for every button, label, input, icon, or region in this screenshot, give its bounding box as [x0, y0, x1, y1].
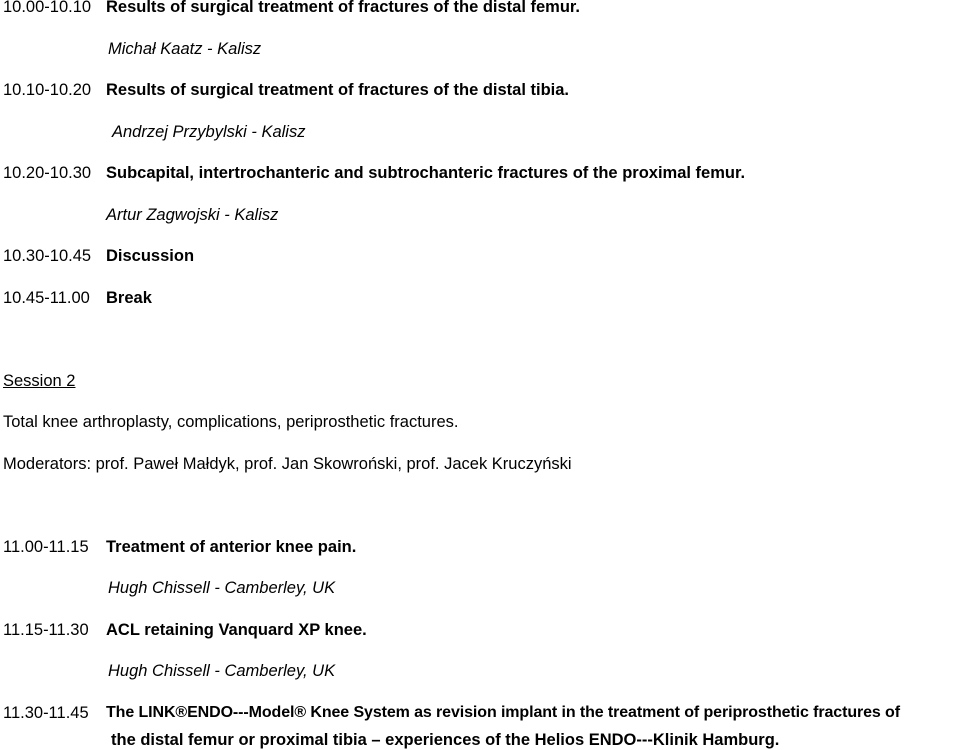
talk-title: Results of surgical treatment of fractures of the distal tibia. — [106, 81, 570, 99]
talk-title: Break — [106, 289, 152, 307]
session-moderators: Moderators: prof. Paweł Małdyk, prof. Jan Skowroński, prof. Jacek Kruczyński — [3, 455, 572, 473]
talk-title: Treatment of anterior knee pain. — [106, 538, 357, 556]
speaker: Michał Kaatz - Kalisz — [108, 40, 262, 58]
time-slot: 10.10-10.20 — [3, 81, 92, 99]
speaker: Andrzej Przybylski - Kalisz — [112, 123, 306, 141]
speaker: Hugh Chissell - Camberley, UK — [108, 579, 336, 597]
time-slot: 11.15-11.30 — [3, 621, 89, 639]
speaker: Hugh Chissell - Camberley, UK — [108, 662, 336, 680]
talk-title: Discussion — [106, 247, 195, 265]
talk-title: ACL retaining Vanquard XP knee. — [106, 621, 367, 639]
time-slot: 10.00-10.10 — [3, 0, 92, 16]
talk-title-continued: the distal femur or proximal tibia – experiences of the Helios ENDO---Klinik Hamburg. — [111, 731, 780, 749]
talk-title: Subcapital, intertrochanteric and subtrochanteric fractures of the proximal femur. — [106, 164, 746, 182]
time-slot: 11.30-11.45 — [3, 704, 89, 722]
time-slot: 10.20-10.30 — [3, 164, 92, 182]
speaker: Artur Zagwojski - Kalisz — [106, 206, 279, 224]
talk-title: Results of surgical treatment of fractures of the distal femur. — [106, 0, 581, 16]
time-slot: 11.00-11.15 — [3, 538, 89, 556]
time-slot: 10.45-11.00 — [3, 289, 90, 307]
talk-title: The LINK®ENDO---Model® Knee System as revision implant in the treatment of periprosthetic fractures of — [106, 704, 900, 721]
session-topic: Total knee arthroplasty, complications, periprosthetic fractures. — [3, 413, 459, 431]
time-slot: 10.30-10.45 — [3, 247, 92, 265]
session-heading: Session 2 — [3, 372, 76, 390]
